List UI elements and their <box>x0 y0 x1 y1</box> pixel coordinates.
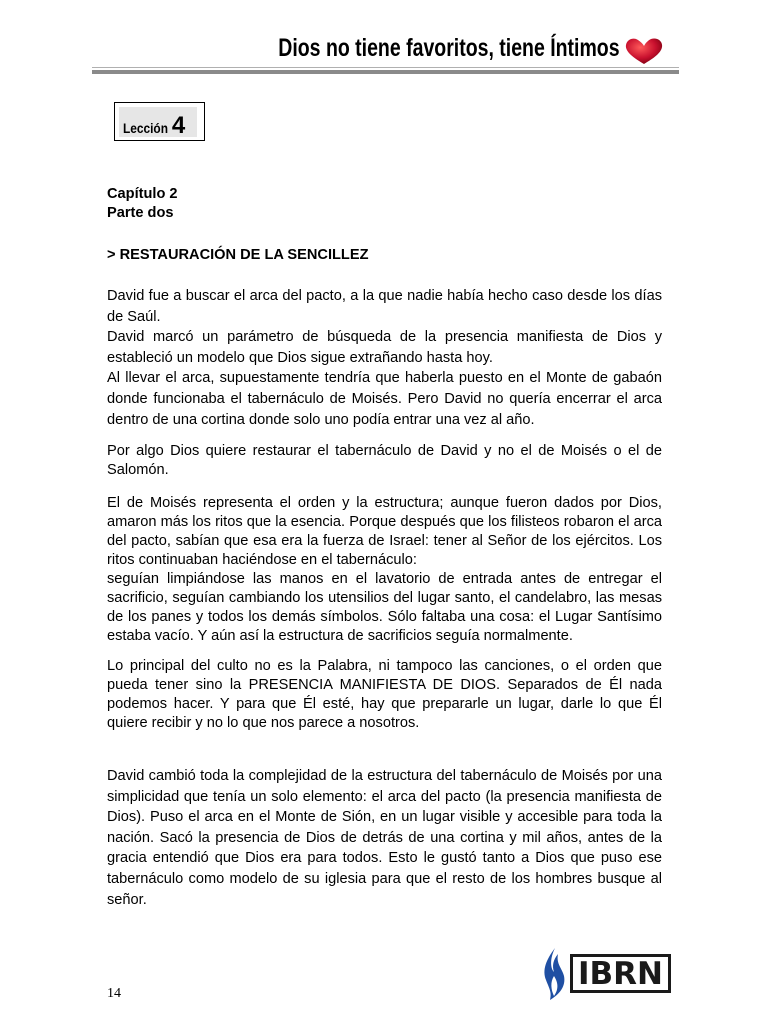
paragraph: David cambió toda la complejidad de la estructura del tabernáculo de Moisés por una simplicidad que tenía un solo elemento: el arca del pacto (la presencia manifiesta de Dios). Puso el arca en el Monte de Sión, en un lugar visible y accesible para toda la nación. Sacó la presencia de Dios de detrás de una cortina y mil años, antes de la gracia entendió que Dios era para todos. Esto le gustó tanto a Dios que puso ese tabernáculo como modelo de su iglesia para que el resto de los hombres busque al señor. <box>107 768 662 908</box>
chapter-title: Capítulo 2 <box>107 186 178 202</box>
page-title: Dios no tiene favoritos, tiene Íntimos <box>278 34 620 62</box>
lesson-box <box>114 102 205 141</box>
paragraph-group-2 <box>107 494 662 646</box>
paragraph: David fue a buscar el arca del pacto, a la que nadie había hecho caso desde los días de Saúl. <box>107 288 662 325</box>
logo-text: IBRN <box>570 954 671 993</box>
header-rule-thick <box>92 70 679 74</box>
page-number: 14 <box>107 986 121 1001</box>
paragraph: Lo principal del culto no es la Palabra, ni tampoco las canciones, o el orden que pueda tener sino la PRESENCIA MANIFIESTA DE DIOS. Separados de Él nada podemos hacer. Y para que Él esté, hay que prepararle un lugar, darle lo que Él quiere recibir y no lo que nos parece a nosotros. <box>107 658 662 731</box>
paragraph-group-1 <box>107 286 662 430</box>
section-heading: > RESTAURACIÓN DE LA SENCILLEZ <box>107 247 369 263</box>
paragraph: Al llevar el arca, supuestamente tendría que haberla puesto en el Monte de gabaón donde funcionaba el tabernáculo de Moisés. Pero David no quería encerrar el arca dentro de una cortina donde solo uno podía entrar una vez al año. <box>107 370 662 428</box>
chapter-part: Parte dos <box>107 205 174 221</box>
flame-icon <box>540 946 570 1002</box>
header-rule-thin <box>92 67 679 68</box>
lesson-number: 4 <box>171 112 186 139</box>
paragraph: El de Moisés representa el orden y la estructura; aunque fueron dados por Dios, amaron más los ritos que la esencia. Porque después que los filisteos robaron el arca del pacto, sabían que esa era la fuerza de Israel: tener al Señor de los ejércitos. Los ritos continuaban haciéndose en el tabernáculo: <box>107 495 662 568</box>
paragraph: Por algo Dios quiere restaurar el tabernáculo de David y no el de Moisés o el de Salomón. <box>107 443 662 478</box>
lesson-word: Lección <box>123 120 168 136</box>
paragraph: seguían limpiándose las manos en el lavatorio de entrada antes de entregar el sacrificio, seguían cambiando los utensilios del lugar santo, el candelabro, las mesas de los panes y todos los demás símbolos. Sólo faltaba una cosa: el Lugar Santísimo estaba vacío. Y aún así la estructura de sacrificios seguía normalmente. <box>107 571 662 644</box>
chapter-block <box>107 185 662 223</box>
lesson-label <box>119 107 197 137</box>
paragraph: David marcó un parámetro de búsqueda de la presencia manifiesta de Dios y estableció un modelo que Dios sigue extrañando hasta hoy. <box>107 329 662 366</box>
heart-icon <box>624 36 664 66</box>
